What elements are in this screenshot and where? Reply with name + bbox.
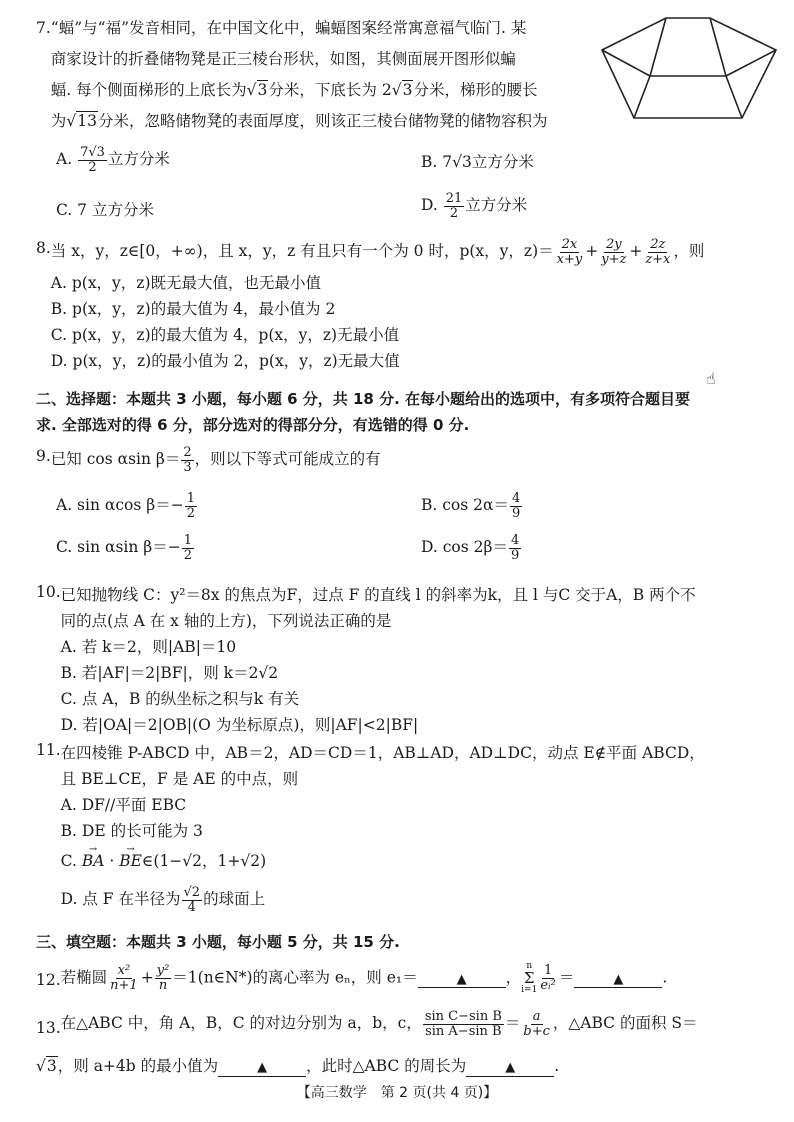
answer-blank-1[interactable]: ▲	[418, 972, 506, 989]
option-b: B. DE 的长可能为 3	[60, 822, 203, 840]
answer-blank-3[interactable]: ▲	[218, 1060, 306, 1077]
q8-options	[51, 270, 761, 374]
fraction: $\frac{1}{2}$	[183, 533, 193, 563]
q13-line-2: √3，则 a+4b 的最小值为 ▲ ，此时△ABC 的周长为 ▲ .	[36, 1057, 560, 1075]
option-c: C. sin αsin β＝− $\frac{1}{2}$	[56, 533, 193, 563]
question-12	[36, 962, 761, 995]
section-2-header	[36, 386, 761, 438]
option-b: B. 7√3立方分米	[421, 153, 534, 171]
fraction: $\frac{2x}{x+y}$	[556, 237, 583, 267]
section-3-header: 三、填空题：本题共 3 小题，每小题 5 分，共 15 分.	[36, 933, 400, 951]
option-c: C. → BA · → BE∈(1−√2，1+√2)	[61, 848, 761, 874]
option-b: B. cos 2α＝ $\frac{4}{9}$	[421, 491, 521, 521]
sqrt-radicand: 3	[46, 1057, 57, 1075]
fraction: $\frac{\text{y²}}{n}$	[156, 963, 170, 993]
fraction: $\frac{2y}{y+z}$	[601, 237, 627, 267]
option-d: D. cos 2β＝ $\frac{4}{9}$	[421, 533, 520, 563]
vector-be: → BE	[119, 848, 142, 874]
question-11	[36, 740, 761, 914]
fraction: $\frac{a}{b+c}$	[523, 1009, 550, 1039]
page-footer: 【高三数学 第 2 页(共 4 页)】	[296, 1085, 498, 1101]
question-number: 7.	[36, 19, 51, 37]
question-number: 8.	[36, 239, 51, 257]
q13-line-1: 在△ABC 中，角 A，B，C 的对边分别为 a，b，c， $\frac{\text{sin C−sin B}}{\text{sin A−sin B}}$ ＝ $\frac{a}{b+c}$ ，△ABC 的面积 S＝	[60, 1009, 698, 1039]
option-c: C. 7 立方分米	[56, 201, 154, 220]
question-number: 10.	[36, 583, 61, 601]
net-outline	[602, 18, 776, 118]
question-8	[36, 238, 761, 374]
q9-stem: 已知 cos αsin β＝ $\frac{2}{3}$ ，则以下等式可能成立的有	[50, 445, 381, 475]
option-d: D. $\frac{21}{2}$ 立方分米	[421, 191, 528, 221]
option-b: B. p(x，y，z)的最大值为 4，最小值为 2	[50, 300, 336, 319]
fraction: $\frac{7√3}{2}$	[80, 145, 105, 175]
fraction: $\frac{4}{9}$	[511, 491, 521, 521]
vector-ba: → BA	[82, 848, 105, 874]
sqrt-radicand: 13	[77, 111, 97, 130]
q10-line-2: 同的点(点 A 在 x 轴的上方)，下列说法正确的是	[60, 612, 392, 630]
option-c: C. 点 A，B 的纵坐标之积与k 有关	[60, 690, 300, 708]
q11-line-2: 且 BE⊥CE，F 是 AE 的中点，则	[60, 770, 299, 788]
section-2-line-2: 求. 全部选对的得 6 分，部分选对的得部分分，有选错的得 0 分.	[36, 416, 470, 434]
answer-blank-4[interactable]: ▲	[466, 1060, 554, 1077]
fraction: $\frac{1}{2}$	[186, 491, 195, 521]
question-10	[36, 582, 761, 738]
net-edge-left	[650, 18, 666, 76]
question-9	[36, 446, 761, 474]
question-number: 9.	[36, 447, 51, 465]
q7-line-3: 蝠. 每个侧面梯形的上底长为√3分米，下底长为 2√3分米，梯形的腰长	[50, 80, 538, 99]
q8-stem: 当 x，y，z∈[0，+∞)，且 x，y，z 有且只有一个为 0 时，p(x，y，z)＝ $\frac{2x}{x+y}$ + $\frac{2y}{y+z}$ + $\frac{2z}{z+x}$ ，则	[50, 237, 705, 267]
sqrt-radicand: 3	[257, 80, 268, 99]
fraction: $\frac{2z}{z+x}$	[645, 237, 671, 267]
net-edge-low-right	[726, 76, 742, 118]
q12-stem: 若椭圆 $\frac{\text{x²}}{n+1}$ + $\frac{\text{y²}}{n}$ ＝1(n∈N*)的离心率为 eₙ，则 e₁＝ ▲ ， n Σ i=1 $\frac{1}{\text{eᵢ²}}$ ＝ ▲ .	[60, 961, 668, 995]
fraction: $\frac{√2}{4}$	[183, 885, 201, 915]
net-edge-right	[710, 18, 726, 76]
option-d: D. 点 F 在半径为 $\frac{√2}{4}$ 的球面上	[60, 885, 266, 915]
q7-line-1: “蝠”与“福”发音相同，在中国文化中，蝙蝠图案经常寓意福气临门. 某	[50, 19, 527, 37]
fraction: $\frac{21}{2}$	[445, 191, 463, 221]
question-7	[36, 18, 596, 132]
question-number: 12.	[36, 971, 61, 989]
option-d: D. p(x，y，z)的最小值为 2，p(x，y，z)无最大值	[50, 352, 400, 371]
fraction: $\frac{\text{sin C−sin B}}{\text{sin A−sin B}}$	[424, 1009, 502, 1039]
option-d: D. 若|OA|＝2|OB|(O 为坐标原点)，则|AF|<2|BF|	[60, 716, 419, 734]
q7-options	[56, 146, 761, 221]
net-edge-wing-right	[726, 50, 776, 76]
bat-net-figure	[598, 14, 780, 126]
option-c: C. p(x，y，z)的最大值为 4，p(x，y，z)无最小值	[50, 326, 400, 345]
fraction: $\frac{4}{9}$	[510, 533, 520, 563]
q9-options	[56, 492, 761, 563]
option-a: A. DF//平面 EBC	[60, 796, 187, 814]
question-number: 13.	[36, 1019, 61, 1037]
q7-line-4: 为√13分米，忽略储物凳的表面厚度，则该正三棱台储物凳的储物容积为	[50, 111, 548, 130]
option-a: A. $\frac{7√3}{2}$ 立方分米	[56, 145, 170, 175]
q7-line-2: 商家设计的折叠储物凳是正三棱台形状，如图，其侧面展开图形似蝙	[50, 49, 516, 68]
sqrt-radicand: 3	[402, 80, 413, 99]
hand-cursor-icon: ☝	[706, 369, 716, 388]
net-edge-low-left	[634, 76, 650, 118]
option-a: A. p(x，y，z)既无最大值，也无最小值	[50, 274, 322, 293]
answer-blank-2[interactable]: ▲	[574, 972, 662, 989]
net-edge-wing-left	[602, 50, 650, 76]
option-a: A. 若 k＝2，则|AB|＝10	[60, 638, 237, 656]
question-number: 11.	[36, 741, 61, 759]
q11-line-1: 在四棱锥 P-ABCD 中，AB＝2，AD＝CD＝1，AB⊥AD，AD⊥DC，动点 E∉平面 ABCD，	[60, 744, 705, 762]
option-a: A. sin αcos β＝− $\frac{1}{2}$	[56, 491, 195, 521]
fraction: $\frac{1}{\text{eᵢ²}}$	[540, 963, 556, 993]
fraction: $\frac{2}{3}$	[183, 445, 192, 475]
option-b: B. 若|AF|＝2|BF|，则 k＝2√2	[60, 664, 279, 682]
section-2-line-1: 二、选择题：本题共 3 小题，每小题 6 分，共 18 分. 在每小题给出的选项中，有多项符合题目要	[36, 390, 691, 408]
q10-line-1: 已知抛物线 C：y²＝8x 的焦点为F，过点 F 的直线 l 的斜率为k，且 l 与C 交于A，B 两个不	[60, 586, 696, 604]
fraction: $\frac{\text{x²}}{n+1}$	[110, 963, 138, 993]
question-13	[36, 1010, 761, 1039]
summation: n Σ i=1	[521, 961, 538, 995]
